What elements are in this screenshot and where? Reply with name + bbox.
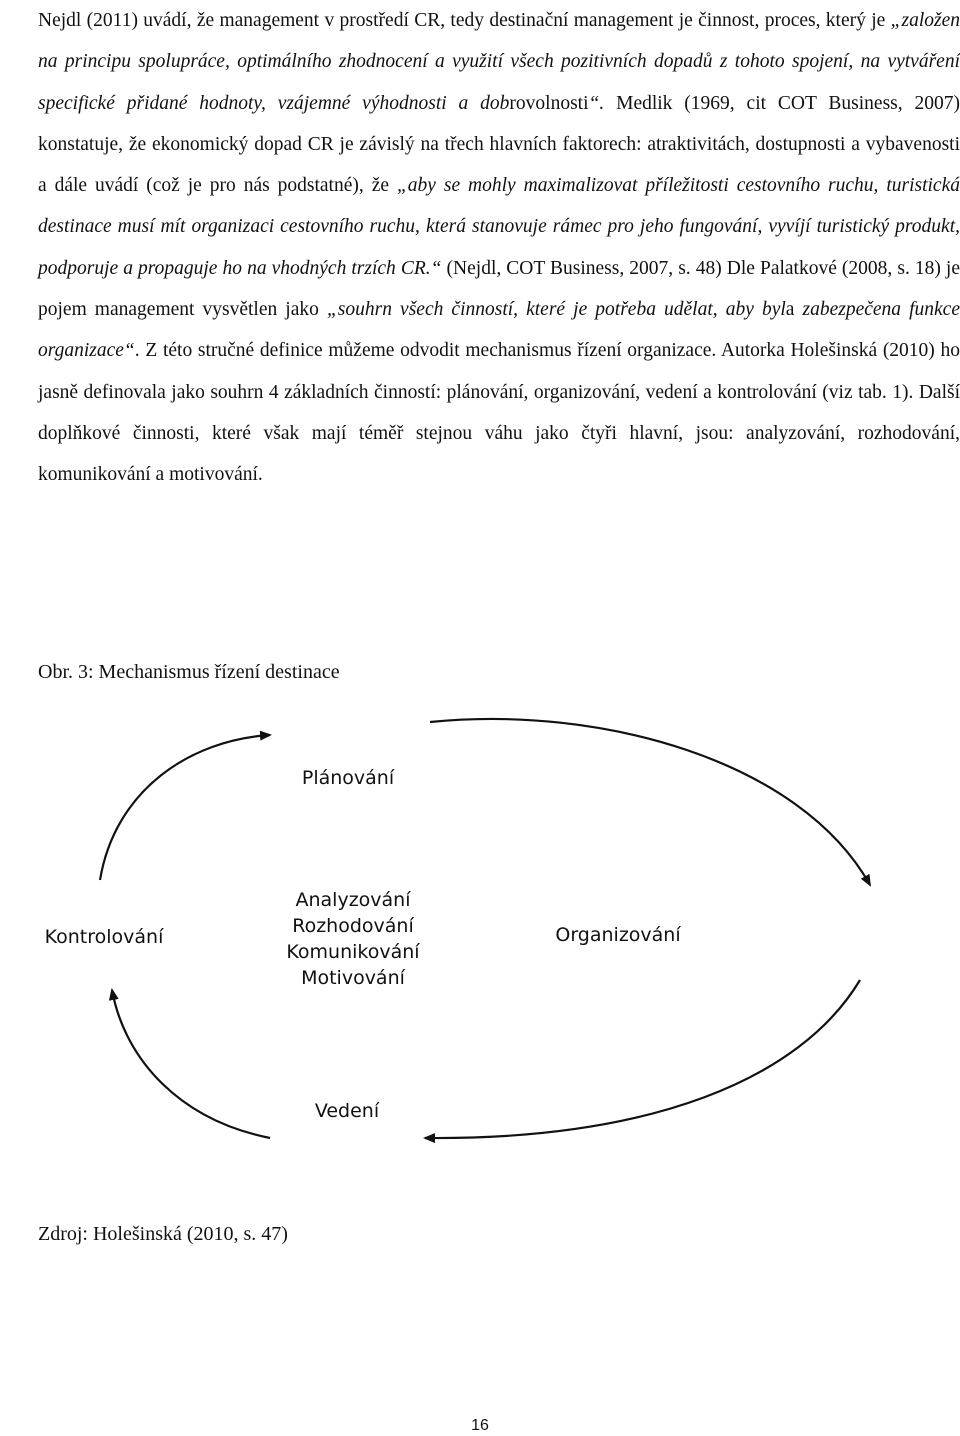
cycle-arrow <box>425 980 860 1138</box>
center-item: Rozhodování <box>292 915 414 937</box>
quote-italic: „založen na principu spolupráce, optimálního zhodnocení a využití všech pozitivních dopadů z tohoto spojení, na vytváření specifické přidané hodnoty, vzájemné výhodnosti a dob <box>38 10 960 114</box>
page-number: 16 <box>471 1417 489 1434</box>
management-cycle-diagram <box>0 700 960 1220</box>
center-item: Motivování <box>301 967 405 989</box>
node-vedeni: Vedení <box>314 1100 380 1122</box>
text-run: (Nejdl, COT Business, 2007, s. 48) Dle Palatkové (2008, s. 18) je pojem management vysvětlen jako <box>38 257 960 321</box>
text-run: rovolnosti <box>509 92 589 114</box>
cycle-arrow <box>100 735 270 880</box>
quote-italic: „aby se mohly maximalizovat příležitosti cestovního ruchu, turistická destinace musí mít organizaci cestovního ruchu, která stanovuje rámec pro jeho fungování, vyvíjí turistický produkt, podporuje a propaguje ho na vhodných trzích CR.“ <box>38 175 960 279</box>
cycle-arrow <box>112 990 270 1138</box>
node-planovani: Plánování <box>301 767 395 789</box>
body-paragraph <box>38 0 960 496</box>
text-run: a <box>785 299 795 321</box>
node-organizovani: Organizování <box>555 924 681 946</box>
quote-italic: zabezpečena funkce organizace“ <box>38 299 960 362</box>
text-run: . Z této stručné definice můžeme odvodit mechanismus řízení organizace. Autorka Holešinská (2010) ho jasně definovala jako souhrn 4 základních činností: plánování, organizování, vedení a kontrolování (viz tab. 1). Další doplňkové činnosti, které však mají téměř stejnou váhu jako čtyři hlavní, jsou: analyzování, rozhodování, komunikování a motivování. <box>38 340 960 486</box>
quote-italic: “. <box>588 92 605 114</box>
figure-caption: Obr. 3: Mechanismus řízení destinace <box>38 661 340 683</box>
node-kontrolovani: Kontrolování <box>44 926 164 948</box>
text-run: Nejdl (2011) uvádí, že management v prostředí CR, tedy destinační management je činnost, proces, který je <box>38 10 891 31</box>
center-item: Komunikování <box>286 941 420 963</box>
center-item: Analyzování <box>295 889 411 911</box>
quote-italic: „souhrn všech činností, které je potřeba udělat, aby byl <box>326 299 786 321</box>
text-run: Medlik (1969, cit COT Business, 2007) konstatuje, že ekonomický dopad CR je závislý na třech hlavních faktorech: atraktivitách, dostupnosti a vybavenosti a dále uvádí (což je pro nás podstatné), že <box>38 92 960 197</box>
cycle-arrow <box>430 719 870 885</box>
figure-source: Zdroj: Holešinská (2010, s. 47) <box>38 1223 288 1245</box>
